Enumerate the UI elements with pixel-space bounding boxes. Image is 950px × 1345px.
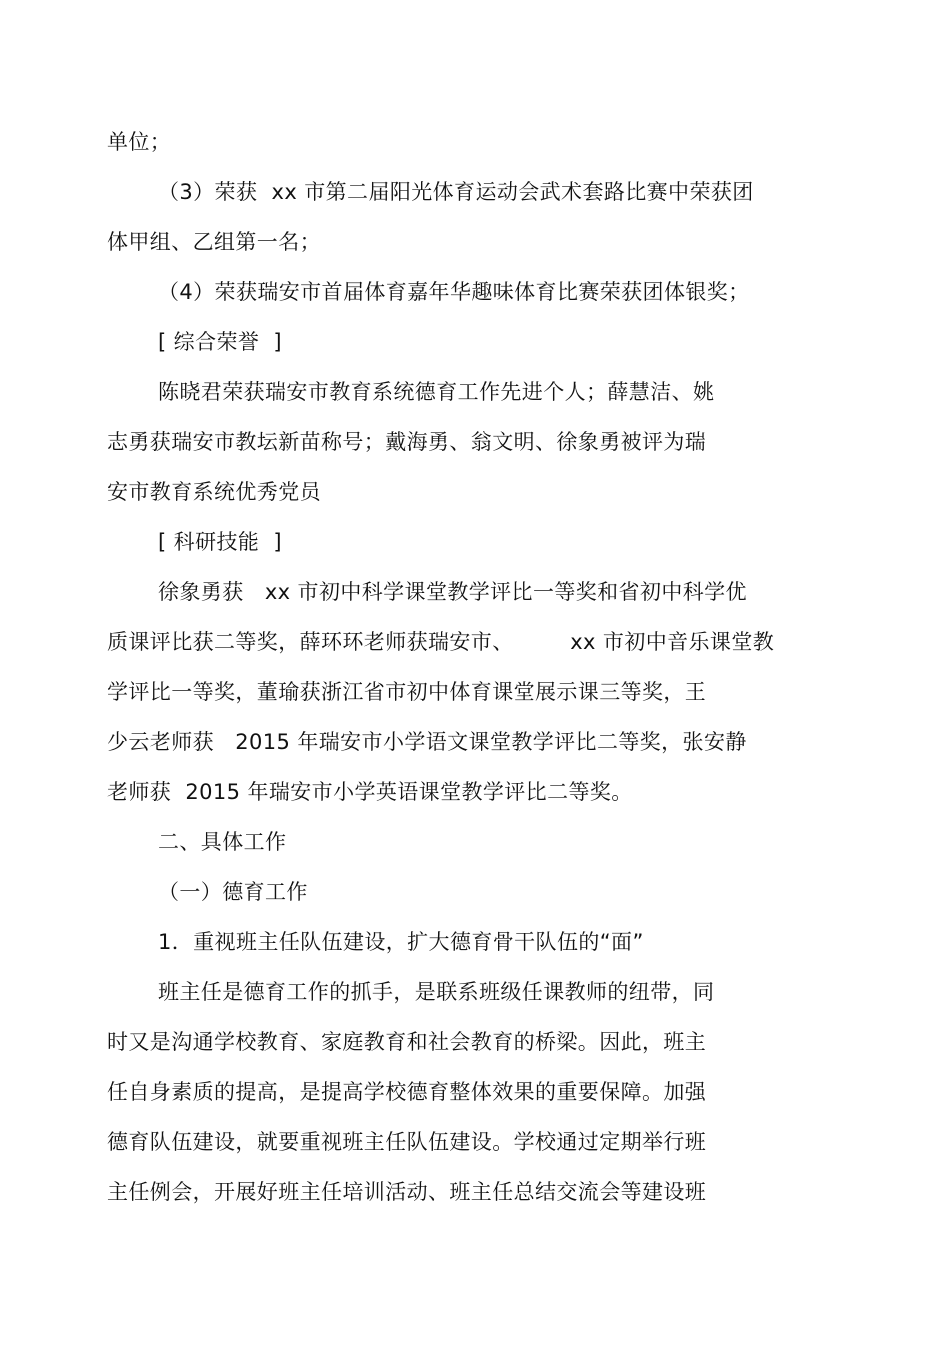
text-line: 任自身素质的提高，是提高学校德育整体效果的重要保障。加强 [107,1080,707,1104]
text-line: 安市教育系统优秀党员 [107,480,321,504]
text-line: 老师获 2015 年瑞安市小学英语课堂教学评比二等奖。 [107,780,633,804]
text-line: （4）荣获瑞安市首届体育嘉年华趣味体育比赛荣获团体银奖； [158,280,750,304]
text-line: 主任例会，开展好班主任培训活动、班主任总结交流会等建设班 [107,1180,707,1204]
text-line: 志勇获瑞安市教坛新苗称号；戴海勇、翁文明、徐象勇被评为瑞 [107,430,707,454]
section-heading: [ 综合荣誉 ] [158,330,283,354]
text-line: 德育队伍建设，就要重视班主任队伍建设。学校通过定期举行班 [107,1130,707,1154]
text-line: （3）荣获 xx 市第二届阳光体育运动会武术套路比赛中荣获团 [158,180,754,204]
text-line: 质课评比获二等奖，薛环环老师获瑞安市、 xx 市初中音乐课堂教 [107,630,775,654]
section-heading: 二、具体工作 [158,830,287,854]
text-line: 学评比一等奖，董瑜获浙江省市初中体育课堂展示课三等奖，王 [107,680,707,704]
subsection-heading: 1．重视班主任队伍建设，扩大德育骨干队伍的“面” [158,930,644,954]
text-line: 徐象勇获 xx 市初中科学课堂教学评比一等奖和省初中科学优 [158,580,747,604]
section-heading: [ 科研技能 ] [158,530,283,554]
subsection-heading: （一）德育工作 [158,880,308,904]
text-line: 陈晓君荣获瑞安市教育系统德育工作先进个人；薛慧洁、姚 [158,380,715,404]
text-line: 少云老师获 2015 年瑞安市小学语文课堂教学评比二等奖，张安静 [107,730,747,754]
text-line: 体甲组、乙组第一名； [107,230,321,254]
text-line: 时又是沟通学校教育、家庭教育和社会教育的桥梁。因此，班主 [107,1030,707,1054]
text-line: 单位； [107,130,172,154]
text-line: 班主任是德育工作的抓手，是联系班级任课教师的纽带，同 [158,980,715,1004]
